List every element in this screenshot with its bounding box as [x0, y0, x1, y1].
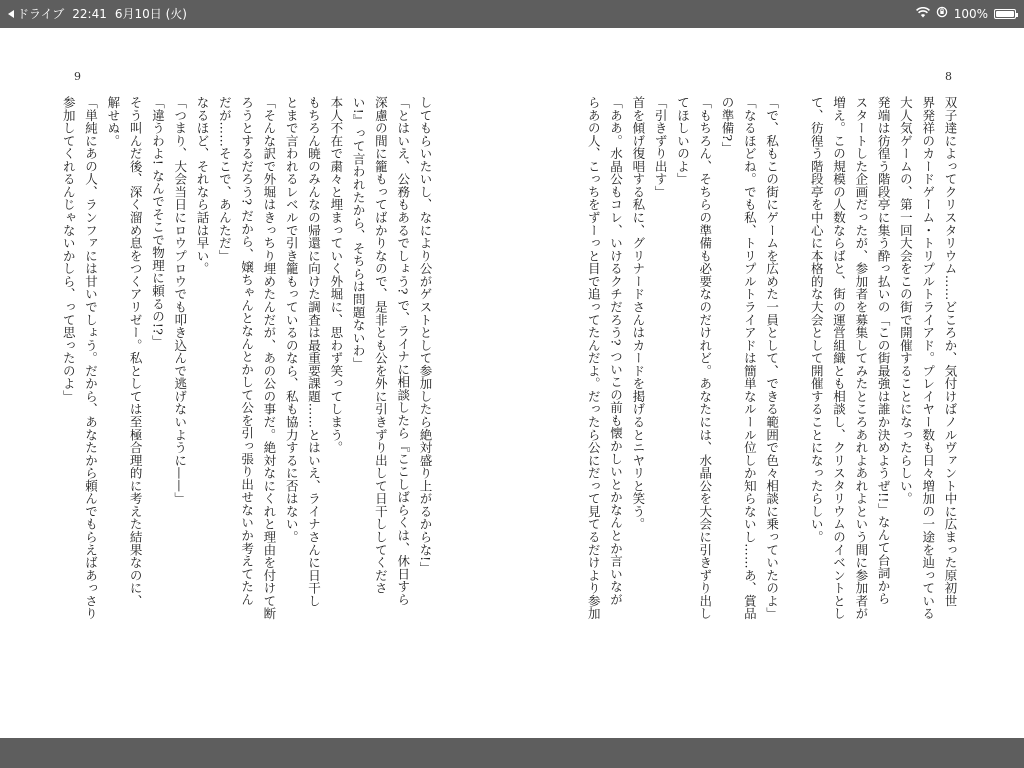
bottom-toolbar [0, 738, 1024, 768]
text-line: 「違うわよ! なんでそこで物理に頼るの!?」 [150, 96, 166, 348]
text-line: スタートした企画だったが、参加者を募集してみたところあれよあれよという間に参加者が [853, 96, 869, 620]
text-line: らあの人、こっちをずーっと目で追ってたんだよ。だったら公にだって見てるだけより参加 [586, 96, 602, 620]
text-line: 「とはいえ、公務もあるでしょう? で、ライナに相談したら『ここしばらくは、休日すら [395, 96, 411, 606]
text-line: 増え。この規模の人数ならばと、街の運営組織とも相談し、クリスタリウムのイベントとし [831, 96, 847, 620]
status-bar-right [916, 0, 1016, 28]
right-page-text [585, 96, 961, 691]
text-line: 参加してくれるんじゃないかしら、って思ったのよ」 [61, 96, 77, 403]
text-line: してもらいたいし、なにより公がゲストとして参加したら絶対盛り上がるからな!」 [418, 96, 433, 575]
battery-icon [994, 9, 1016, 19]
text-line [783, 96, 805, 691]
text-line: なるほど、それなら話は早い。 [195, 96, 211, 275]
text-line: 「なるほどね。でも私、トリプルトライアドは簡単なルール位しか知らないし……あ、賞品 [742, 96, 758, 620]
text-line: て、彷徨う階段亭を中心に本格的な大会として開催することになったらしい。 [809, 96, 825, 544]
status-date: 6月10日 (火) [114, 7, 187, 21]
text-line: い!』って言われたから、そちらは問題ないわ」 [351, 96, 367, 370]
text-line: てほしいのよ」 [675, 96, 691, 186]
text-line: 「で、私もこの街にゲームを広めた一員として、できる範囲で色々相談に乗っていたのよ」 [764, 96, 780, 620]
page-number-right: 8 [945, 70, 952, 83]
text-line: 大人気ゲームの、第一回大会をこの街で開催することになったらしい。 [898, 96, 914, 505]
page-number-left: 9 [74, 70, 81, 83]
back-arrow-icon [8, 10, 14, 18]
text-line: もちろん暁のみんなの帰還に向けた調査は最重要課題……とはいえ、ライナさんに日干し [306, 96, 322, 608]
status-bar [0, 0, 1024, 28]
text-line: だが……そこで、あんただ」 [217, 96, 233, 263]
text-line: 「そんな訳で外堀はきっちり埋めたんだが、あの公の事だ。絶対なにくれと理由を付けて断 [261, 96, 277, 620]
text-line: 首を傾げ復唱する私に、グリナードさんはカードを掲げるとニヤリと笑う。 [630, 96, 646, 531]
text-line: 本人不在で粛々と埋まっていく外堀に、思わず笑ってしまう。 [328, 96, 344, 454]
text-line: 「引きずり出す」 [653, 96, 669, 199]
text-line: 発端は彷徨う階段亭に集う酔っ払いの「この街最強は誰か決めようぜ!!」なんて台詞から [876, 96, 892, 606]
wifi-icon [916, 2, 930, 26]
text-line: の準備?」 [720, 96, 736, 155]
text-line: 「ああ。水晶公もコレ、いけるクチだろう? ついこの前も懐かしいとかなんとか言いなが [608, 96, 624, 606]
left-page-text [60, 96, 436, 691]
text-line: 解せぬ。 [105, 96, 121, 148]
text-line: そう叫んだ後、深く溜め息をつくアリゼー。私としては至極合理的に考えた結果なのに、 [128, 96, 144, 608]
text-line: 「単純にあの人、ランファには甘いでしょう。だから、あなたから頼んでもらえばあっさり [83, 96, 99, 620]
text-line: ろうとするだろう? だから、嬢ちゃんとなんとかして公を引っ張り出せないか考えてたん [239, 96, 255, 606]
battery-percent: 100% [953, 7, 988, 21]
back-app-label: ドライブ [17, 7, 65, 21]
text-line: 深慮の間に籠もってばかりなので、是非とも公を外に引きずり出して日干ししてくださ [373, 96, 389, 595]
text-line: 「もちろん、そちらの準備も必要なのだけれど。あなたには、水晶公を大会に引きずり出し [697, 96, 713, 620]
text-line: 界発祥のカードゲーム・トリプルトライアド。プレイヤー数も日々増加の一途を辿っている [920, 96, 936, 620]
back-to-app-button[interactable] [8, 2, 64, 26]
text-line: 双子達によってクリスタリウム……どころか、気付けばノルヴァント中に広まった原初世 [943, 96, 958, 608]
status-bar-left [8, 0, 187, 28]
status-time: 22:41 [72, 7, 107, 21]
text-line: 「つまり、大会当日にロウプロウでも叩き込んで逃げないように——」 [172, 96, 188, 505]
text-line: とまで言われるレベルで引き籠もっているのなら、私も協力するに否はない。 [284, 96, 300, 544]
orientation-lock-icon [936, 2, 948, 26]
